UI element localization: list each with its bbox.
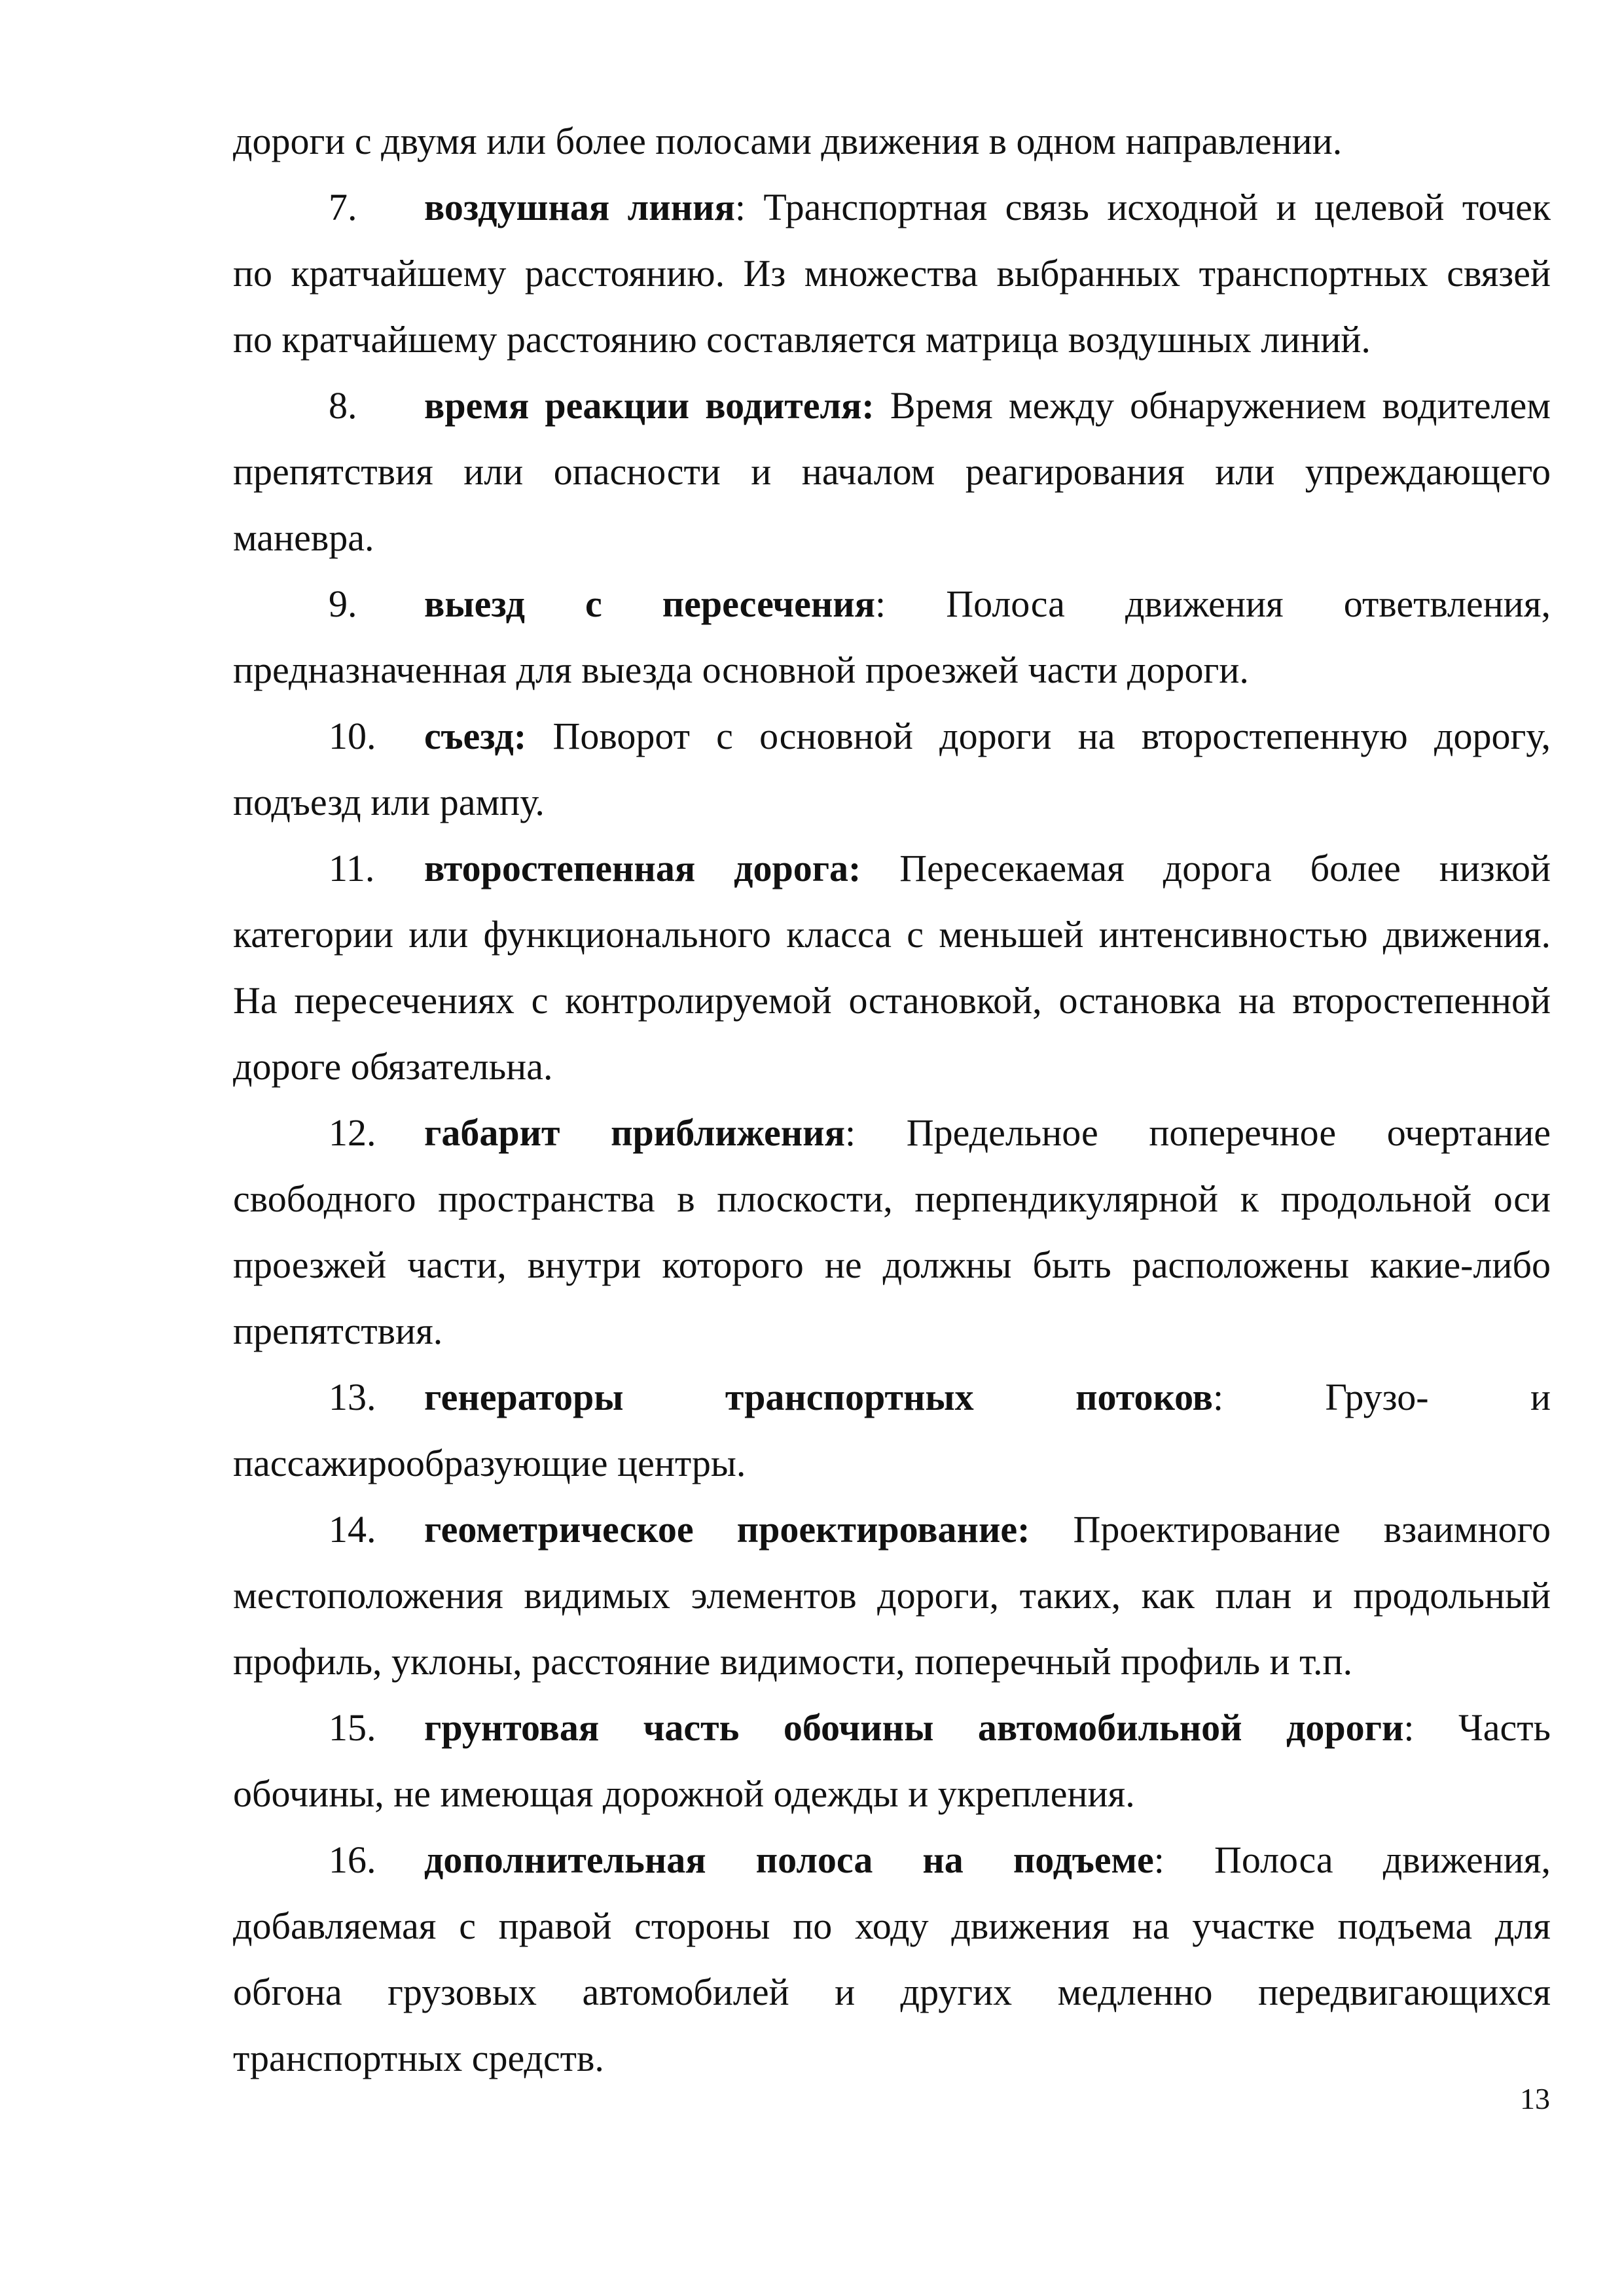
term-separator: : [1403,1706,1415,1749]
definition-line: препятствия. [233,1310,443,1352]
definition-line: по кратчайшему расстоянию составляется матрица воздушных линий. [233,318,1371,361]
definition-term: дополнительная полоса на подъеме [424,1839,1154,1881]
definition-line: дороге обязательна. [233,1045,553,1088]
item-number: 16. [329,1839,376,1881]
term-separator: : [844,1111,856,1154]
definition-text: Часть [1414,1706,1551,1749]
definition-text: Транспортная связь исходной и целевой точек [745,186,1551,228]
item-number: 11. [329,847,375,889]
definition-line: маневра. [233,516,374,559]
definition-line: подъезд или рампу. [233,781,545,823]
intro-line: дороги с двумя или более полосами движения в одном направлении. [233,120,1343,162]
definition-text: Поворот с основной дороги на второстепенную дорогу, [526,715,1551,757]
definition-item-9 [233,571,1551,637]
item-number: 13. [329,1376,376,1418]
definition-line: свободного пространства в плоскости, перпендикулярной к продольной оси [233,1177,1551,1220]
item-number: 7. [329,186,357,228]
item-number: 10. [329,715,376,757]
definition-line: добавляемая с правой стороны по ходу движения на участке подъема для [233,1905,1551,1947]
definition-line: транспортных средств. [233,2037,604,2079]
definition-item-13 [233,1364,1551,1430]
definition-term: габарит приближения [424,1111,845,1154]
definition-text: Пересекаемая дорога более низкой [861,847,1551,889]
definition-term: геометрическое проектирование: [424,1508,1030,1551]
item-number: 9. [329,583,357,625]
definition-item-11 [233,835,1551,901]
definition-item-15 [233,1695,1551,1761]
definition-item-16 [233,1827,1551,1893]
definition-line: проезжей части, внутри которого не должны быть расположены какие-либо [233,1244,1551,1286]
definition-line: местоположения видимых элементов дороги, таких, как план и продольный [233,1574,1551,1617]
item-number: 12. [329,1111,376,1154]
definition-line: по кратчайшему расстоянию. Из множества выбранных транспортных связей [233,252,1551,295]
definition-term: время реакции водителя: [424,384,875,427]
definition-line: категории или функционального класса с меньшей интенсивностью движения. [233,913,1551,956]
definition-line: предназначенная для выезда основной проезжей части дороги. [233,649,1249,691]
definition-term: генераторы транспортных потоков [424,1376,1213,1418]
definition-line: препятствия или опасности и началом реагирования или упреждающего [233,450,1551,493]
definition-line: профиль, уклоны, расстояние видимости, поперечный профиль и т.п. [233,1640,1353,1683]
term-separator: : [1212,1376,1224,1418]
item-number: 15. [329,1706,376,1749]
definition-item-14 [233,1496,1551,1562]
term-separator: : [1153,1839,1164,1881]
definition-term: выезд с пересечения [424,583,876,625]
definition-term: грунтовая часть обочины автомобильной дороги [424,1706,1404,1749]
definition-item-12 [233,1100,1551,1166]
definition-term: воздушная линия [424,186,735,228]
item-number: 8. [329,384,357,427]
definition-item-8 [233,372,1551,439]
term-separator: : [875,583,886,625]
definition-line: На пересечениях с контролируемой остановкой, остановка на второстепенной [233,979,1551,1022]
document-body [233,108,1551,2091]
definition-text: Грузо- и [1223,1376,1551,1418]
definition-text: Полоса движения, [1164,1839,1551,1881]
term-separator: : [734,186,746,228]
definition-text: Проектирование взаимного [1030,1508,1551,1551]
definition-item-7 [233,174,1551,240]
definition-line: обочины, не имеющая дорожной одежды и укрепления. [233,1772,1135,1815]
item-number: 14. [329,1508,376,1551]
definition-text: Полоса движения ответвления, [886,583,1551,625]
definition-line: обгона грузовых автомобилей и других медленно передвигающихся [233,1971,1551,2013]
definition-text: Предельное поперечное очертание [856,1111,1551,1154]
page-number: 13 [1520,2082,1550,2115]
definition-line: пассажирообразующие центры. [233,1442,746,1484]
definition-term: второстепенная дорога: [424,847,861,889]
definition-text: Время между обнаружением водителем [874,384,1551,427]
definition-term: съезд: [424,715,527,757]
definition-item-10 [233,703,1551,769]
